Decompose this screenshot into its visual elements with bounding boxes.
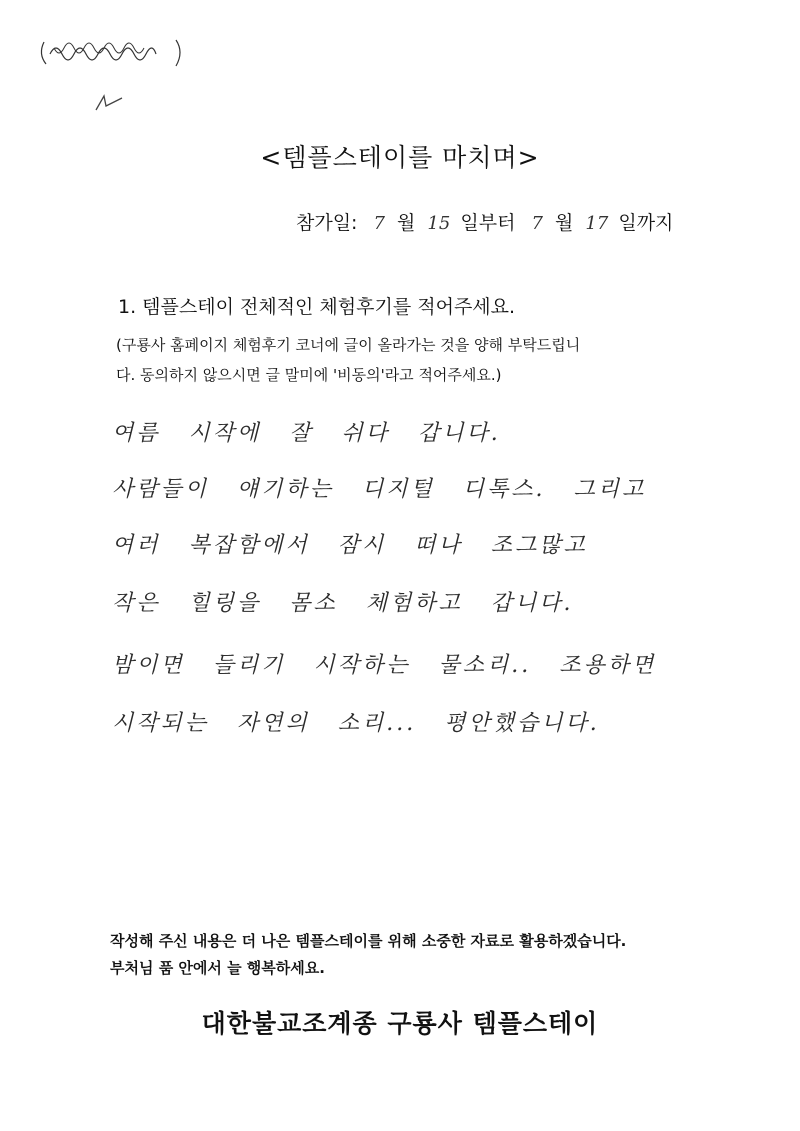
- answer-line: 여름 시작에 잘 쉬다 갑니다.: [112, 421, 501, 446]
- until-text: 일까지: [618, 212, 674, 234]
- page-title: <템플스테이를 마치며>: [260, 143, 540, 172]
- participation-label: 참가일:: [296, 212, 358, 234]
- handwritten-answer: [112, 414, 712, 756]
- scribble-mark: [36, 32, 186, 72]
- footer-note: [110, 928, 626, 982]
- end-day: 17: [585, 213, 609, 234]
- end-month: 7: [531, 213, 543, 234]
- answer-line: 작은 힐링을 몸소 체험하고 갑니다.: [112, 591, 574, 616]
- question-note-line: (구룡사 홈페이지 체험후기 코너에 글이 올라가는 것을 양해 부탁드립니: [116, 336, 581, 354]
- footer-line: 작성해 주신 내용은 더 나은 템플스테이를 위해 소중한 자료로 활용하겠습니다.: [110, 932, 627, 950]
- answer-line: 여러 복잡함에서 잠시 떠나 조그많고: [112, 533, 588, 558]
- tick-mark: [90, 88, 130, 118]
- answer-line: 사람들이 얘기하는 디지털 디톡스. 그리고: [112, 477, 647, 502]
- start-month: 7: [373, 213, 385, 234]
- question-title: 1. 템플스테이 전체적인 체험후기를 적어주세요.: [118, 296, 516, 318]
- month-unit: 월: [397, 212, 416, 234]
- participation-dates: [296, 208, 673, 235]
- question-note-line: 다. 동의하지 않으시면 글 말미에 '비동의'라고 적어주세요.): [116, 366, 502, 384]
- question-note: [116, 330, 696, 390]
- answer-line: 밤이면 들리기 시작하는 물소리.. 조용하면: [112, 653, 657, 678]
- footer-line: 부처님 품 안에서 늘 행복하세요.: [110, 959, 325, 977]
- start-day: 15: [427, 213, 451, 234]
- month-unit: 월: [554, 212, 574, 234]
- answer-line: 시작되는 자연의 소리... 평안했습니다.: [112, 711, 600, 736]
- from-text: 일부터: [460, 212, 516, 234]
- organization-name: 대한불교조계종 구룡사 템플스테이: [201, 1009, 599, 1038]
